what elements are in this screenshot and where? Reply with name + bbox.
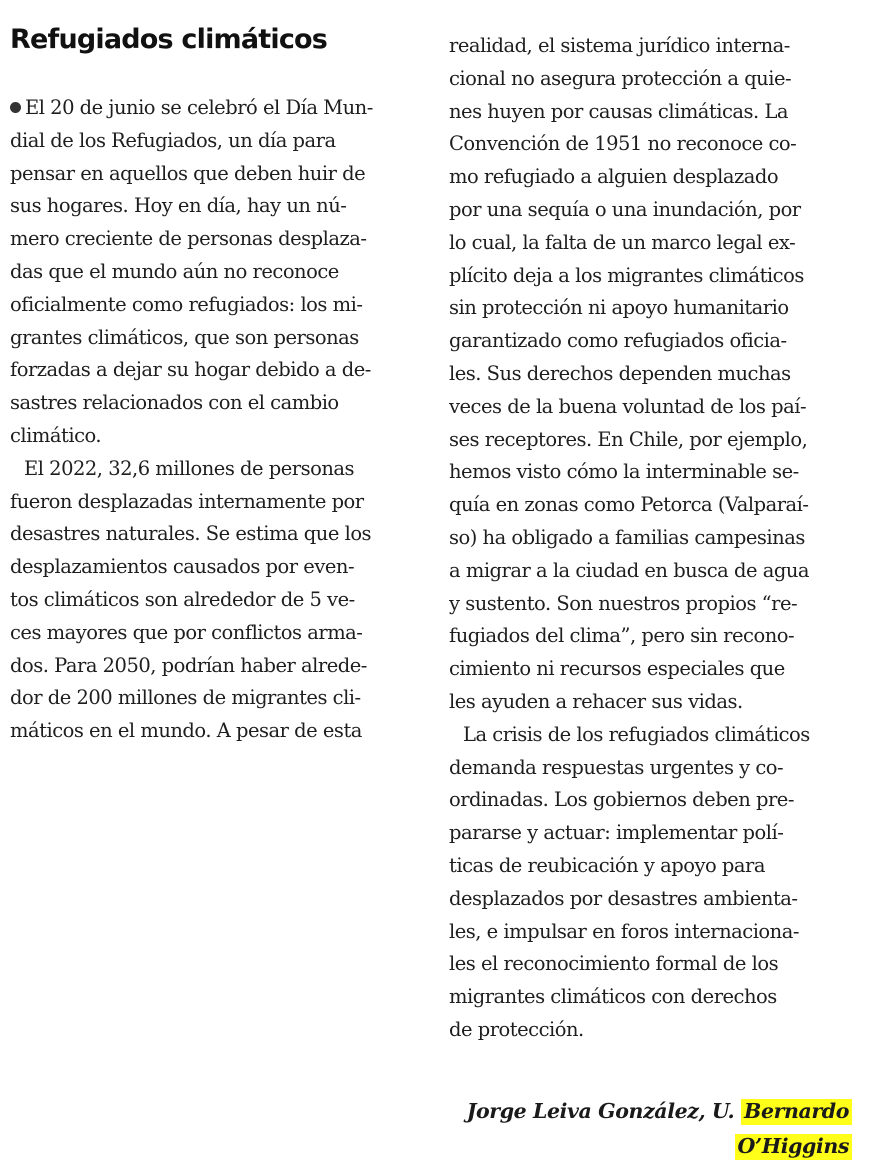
line-text: mo refugiado a alguien desplazado — [449, 165, 779, 189]
line-text: les el reconocimiento formal de los — [449, 952, 779, 976]
line-text: migrantes climáticos con derechos — [449, 985, 777, 1009]
line-text: tos climáticos son alrededor de 5 ve- — [10, 587, 355, 611]
text-line — [449, 96, 849, 129]
author-signature — [467, 1094, 852, 1164]
signature-line-2 — [467, 1129, 852, 1164]
text-line — [449, 456, 849, 489]
text-line — [10, 223, 410, 256]
line-text: veces de la buena voluntad de los paí- — [449, 394, 807, 418]
line-text: desplazamientos causados por even- — [10, 555, 355, 579]
line-text: sastres relacionados con el cambio — [10, 391, 339, 415]
text-line — [10, 92, 410, 125]
text-line — [449, 522, 849, 555]
text-line — [449, 391, 849, 424]
text-line — [10, 551, 410, 584]
text-line — [449, 981, 849, 1014]
line-text: sin protección ni apoyo humanitario — [449, 296, 789, 320]
line-text: El 2022, 32,6 millones de personas — [24, 456, 355, 480]
line-text: dor de 200 millones de migrantes cli- — [10, 686, 361, 710]
text-line — [10, 256, 410, 289]
text-line — [449, 948, 849, 981]
text-line — [449, 620, 849, 653]
line-text: realidad, el sistema jurídico interna- — [449, 34, 790, 57]
bullet-icon — [10, 102, 21, 113]
text-line — [449, 1014, 849, 1047]
text-line — [449, 489, 849, 522]
line-text: y sustento. Son nuestros propios “re- — [449, 591, 798, 615]
line-text: desplazados por desastres ambienta- — [449, 886, 798, 910]
text-line — [10, 650, 410, 683]
text-line — [449, 227, 849, 260]
line-text: dos. Para 2050, podrían haber alrede- — [10, 653, 367, 677]
signature-line-1 — [467, 1094, 852, 1129]
right-column — [449, 30, 849, 1047]
line-text: de protección. — [449, 1017, 584, 1041]
text-line — [449, 916, 849, 949]
text-line — [449, 719, 849, 752]
text-line — [449, 817, 849, 850]
text-line — [449, 883, 849, 916]
text-line — [10, 125, 410, 158]
line-text: máticos en el mundo. A pesar de esta — [10, 719, 362, 743]
line-text: El 20 de junio se celebró el Día Mun- — [25, 96, 373, 119]
line-text: pensar en aquellos que deben huir de — [10, 161, 366, 185]
line-text: Convención de 1951 no reconoce co- — [449, 132, 797, 156]
line-text: demanda respuestas urgentes y co- — [449, 755, 784, 779]
text-line — [10, 617, 410, 650]
line-text: plícito deja a los migrantes climáticos — [449, 263, 804, 287]
line-text: ces mayores que por conflictos arma- — [10, 620, 363, 644]
line-text: La crisis de los refugiados climáticos — [463, 722, 810, 746]
text-line — [449, 424, 849, 457]
line-text: grantes climáticos, que son personas — [10, 325, 359, 349]
line-text: fugiados del clima”, pero sin recono- — [449, 624, 795, 648]
text-line — [10, 190, 410, 223]
line-text: ticas de reubicación y apoyo para — [449, 853, 765, 877]
text-line — [10, 420, 410, 453]
text-line — [449, 260, 849, 293]
text-line — [449, 850, 849, 883]
line-text: sus hogares. Hoy en día, hay un nú- — [10, 194, 347, 218]
text-line — [449, 292, 849, 325]
line-text: les. Sus derechos dependen muchas — [449, 361, 791, 385]
line-text: hemos visto cómo la interminable se- — [449, 460, 799, 484]
text-line — [10, 518, 410, 551]
text-line — [449, 63, 849, 96]
text-line — [449, 358, 849, 391]
text-line — [10, 584, 410, 617]
left-column — [10, 92, 410, 748]
text-line — [449, 752, 849, 785]
text-line — [10, 289, 410, 322]
line-text: quía en zonas como Petorca (Valparaí- — [449, 493, 809, 517]
text-line — [10, 322, 410, 355]
text-line — [449, 128, 849, 161]
line-text: lo cual, la falta de un marco legal ex- — [449, 230, 796, 254]
text-line — [10, 158, 410, 191]
line-text: les, e impulsar en foros internaciona- — [449, 919, 799, 943]
line-text: ordinadas. Los gobiernos deben pre- — [449, 788, 794, 812]
text-line — [449, 555, 849, 588]
line-text: nes huyen por causas climáticas. La — [449, 99, 789, 123]
text-line — [10, 486, 410, 519]
line-text: desastres naturales. Se estima que los — [10, 522, 372, 546]
line-text: oficialmente como refugiados: los mi- — [10, 292, 363, 316]
line-text: das que el mundo aún no reconoce — [10, 259, 339, 283]
line-text: a migrar a la ciudad en busca de agua — [449, 558, 809, 582]
highlighted-text: Bernardo — [741, 1099, 852, 1125]
line-text: climático. — [10, 423, 102, 447]
line-text: forzadas a dejar su hogar debido a de- — [10, 358, 371, 382]
text-line — [449, 194, 849, 227]
text-line — [449, 161, 849, 194]
text-line — [449, 588, 849, 621]
text-line — [10, 682, 410, 715]
text-line — [10, 715, 410, 748]
line-text: garantizado como refugiados oficia- — [449, 329, 787, 353]
text-line — [449, 686, 849, 719]
line-text: fueron desplazadas internamente por — [10, 489, 364, 513]
line-text: so) ha obligado a familias campesinas — [449, 525, 805, 549]
text-line — [449, 784, 849, 817]
line-text: les ayuden a rehacer sus vidas. — [449, 689, 743, 713]
line-text: mero creciente de personas desplaza- — [10, 227, 367, 251]
text-line — [10, 387, 410, 420]
highlighted-text: O’Higgins — [735, 1134, 852, 1160]
text-line — [10, 354, 410, 387]
text-line — [449, 325, 849, 358]
author-name: Jorge Leiva González, U. — [466, 1099, 735, 1123]
line-text: dial de los Refugiados, un día para — [10, 128, 336, 152]
text-line — [449, 653, 849, 686]
line-text: cimiento ni recursos especiales que — [449, 657, 785, 681]
line-text: cional no asegura protección a quie- — [449, 66, 792, 90]
line-text: pararse y actuar: implementar polí- — [449, 821, 784, 845]
line-text: por una sequía o una inundación, por — [449, 197, 801, 221]
text-line — [449, 30, 849, 63]
line-text: ses receptores. En Chile, por ejemplo, — [449, 427, 808, 451]
article-title: Refugiados climáticos — [10, 24, 328, 55]
text-line — [10, 453, 410, 486]
